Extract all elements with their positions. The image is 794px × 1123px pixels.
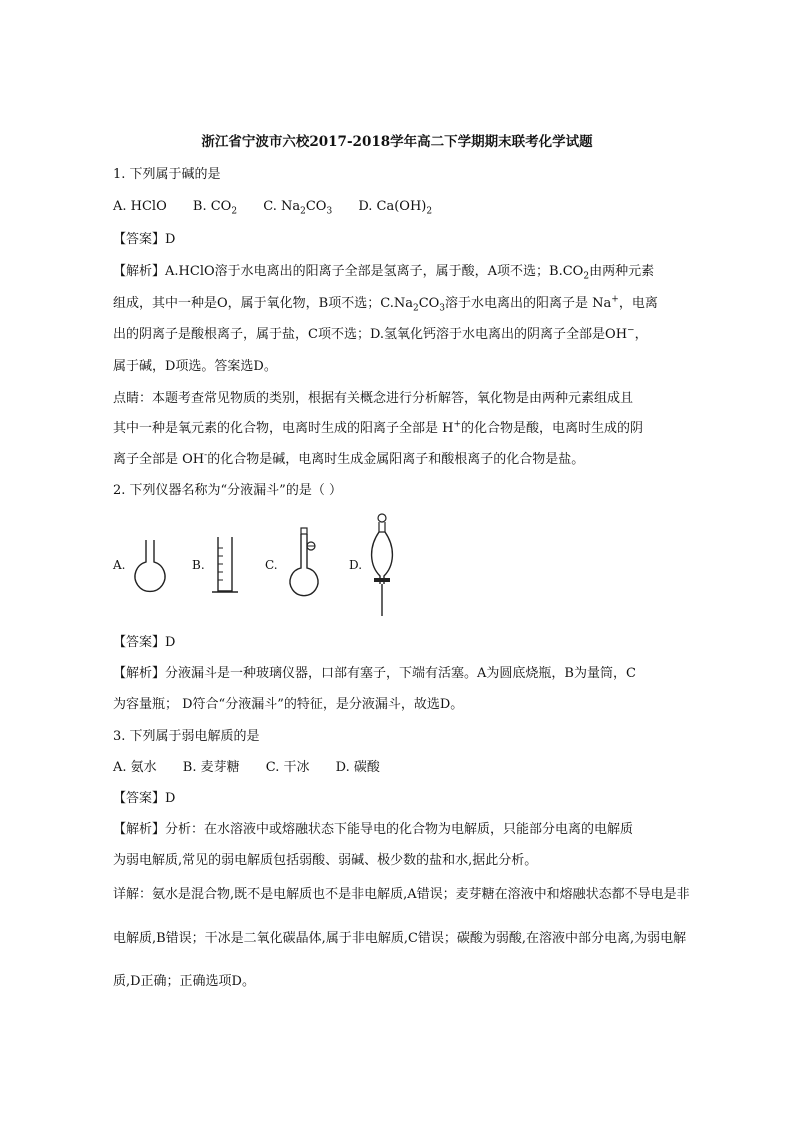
q3-detail-line-3: 质,D正确；正确选项D。 [113,974,255,989]
q1-analysis-line-2: 组成，其中一种是O，属于氧化物，B项不选；$C.Na_2CO_3$溶于水电离出的阳离子是 Na+，电离 [113,294,658,314]
q1-option-b: B. $CO_2$ [192,199,238,217]
q3-detail-line-1: 详解：氨水是混合物,既不是电解质也不是非电解质,A错误；麦芽糖在溶液中和熔融状态都不导电是非 [113,887,690,902]
q2-analysis-line-1: 【解析】分液漏斗是一种玻璃仪器，口部有塞子，下端有活塞。A为圆底烧瓶，B为量筒，C [113,666,636,681]
q1-stem: 1. 下列属于碱的是 [113,167,221,182]
q3-option-a: A. 氨水 [113,760,157,775]
q2-answer: 【答案】D [113,635,176,650]
round-bottom-flask-icon [132,538,168,594]
q3-options [113,759,402,777]
q1-options [113,198,454,216]
volumetric-flask-icon [284,526,332,598]
document-title: 浙江省宁波市六校2017-2018学年高二下学期期末联考化学试题 [201,134,593,150]
q1-analysis-line-3: 出的阴离子是酸根离子，属于盐，C项不选；D.氢氧化钙溶于水电离出的阴离子全部是OH−， [113,325,648,342]
q1-option-d: D. $Ca(OH)_2$ [358,199,433,217]
q1-option-a: A. HClO [113,199,167,214]
q1-tip-line-2: 其中一种是氧元素的化合物，电离时生成的阳离子全部是 H+的化合物是酸，电离时生成的阴 [113,419,644,436]
q2-option-b-label: B. [192,558,205,572]
q1-answer [113,231,175,249]
q2-option-d-label: D. [349,558,363,572]
q3-option-b: B. 麦芽糖 [182,760,240,775]
q2-stem: 2. 下列仪器名称为“分液漏斗”的是（ ） [113,483,342,498]
q2-option-a-label: A. [113,558,126,572]
separatory-funnel-icon [364,512,400,620]
q1-tip-line-1: 点睛：本题考查常见物质的类别，根据有关概念进行分析解答，氧化物是由两种元素组成且 [113,391,634,406]
q3-analysis-line-2: 为弱电解质,常见的弱电解质包括弱酸、弱碱、极少数的盐和水,据此分析。 [113,853,538,868]
q1-analysis-line-4: 属于碱，D项选。答案选D。 [113,359,277,374]
q2-analysis-line-2: 为容量瓶； D符合“分液漏斗”的特征，是分液漏斗，故选D。 [113,697,464,712]
answer-value: D [165,232,176,247]
q3-option-d: D. 碳酸 [335,760,380,775]
graduated-cylinder-icon [208,534,242,596]
q3-detail-line-2: 电解质,B错误；干冰是二氧化碳晶体,属于非电解质,C错误；碳酸为弱酸,在溶液中部分电离,为弱电解 [113,931,687,946]
q1-option-c: C. $Na_2CO_3$ [263,199,333,217]
q1-tip-line-3: 离子全部是 OH-的化合物是碱，电离时生成金属阳离子和酸根离子的化合物是盐。 [113,450,585,467]
q3-answer: 【答案】D [113,791,176,806]
q3-stem: 3. 下列属于弱电解质的是 [113,729,260,744]
q1-analysis-line-1: 【解析】A.HClO溶于水电离出的阳离子全部是氢离子，属于酸，A项不选；$B.CO_2$由两种元素 [113,264,655,282]
q2-option-c-label: C. [265,558,278,572]
answer-tag: 【答案】 [113,232,166,247]
q3-option-c: C. 干冰 [265,760,310,775]
q3-analysis-line-1: 【解析】分析：在水溶液中或熔融状态下能导电的化合物为电解质，只能部分电离的电解质 [113,822,634,837]
